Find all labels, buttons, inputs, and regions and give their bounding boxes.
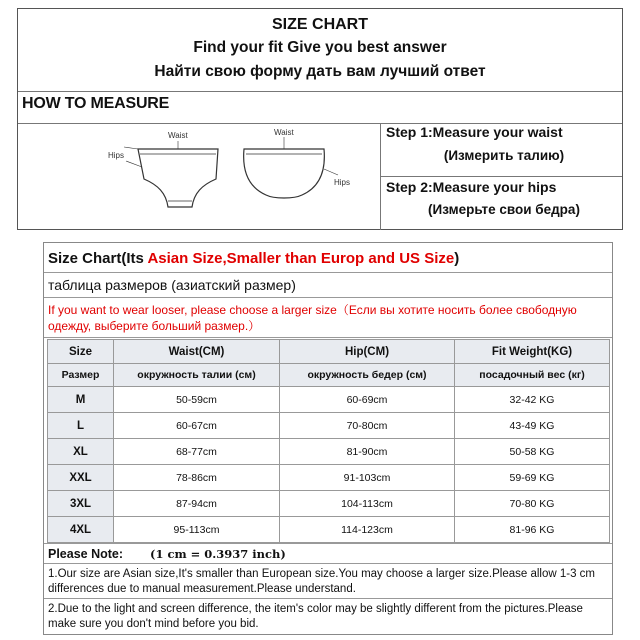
header-weight: Fit Weight(KG) <box>455 340 610 364</box>
weight-cell: 32-42 KG <box>455 387 610 413</box>
note1-row <box>44 565 612 599</box>
size-chart-box <box>43 242 613 635</box>
divider <box>18 91 622 92</box>
how-to-measure-title: HOW TO MEASURE <box>22 95 170 112</box>
chart-title-row <box>44 243 612 273</box>
header-size-ru: Размер <box>48 364 114 387</box>
hips-label-back: Hips <box>334 178 351 187</box>
step2-english: Step 2:Measure your hips <box>386 179 557 195</box>
subtitle-russian: Найти свою форму дать вам лучший ответ <box>154 63 486 80</box>
weight-cell: 50-58 KG <box>455 439 610 465</box>
hip-cell: 70-80cm <box>280 413 455 439</box>
note2-row <box>44 600 612 634</box>
header-hip: Hip(CM) <box>280 340 455 364</box>
table-header-row-russian <box>48 364 610 387</box>
waist-cell: 78-86cm <box>114 465 280 491</box>
waist-label-front: Waist <box>168 131 188 140</box>
table-row <box>48 387 610 413</box>
hip-cell: 114-123cm <box>280 517 455 543</box>
underwear-measure-diagram <box>98 127 358 227</box>
weight-cell: 43-49 KG <box>455 413 610 439</box>
waist-cell: 68-77cm <box>114 439 280 465</box>
note2-text: 2.Due to the light and screen difference, the item's color may be slightly different from the pictures.Please make sure you don't mind before you bid. <box>48 603 583 630</box>
step1-russian: (Измерить талию) <box>443 148 565 163</box>
step1-english: Step 1:Measure your waist <box>386 124 563 140</box>
looser-note-row <box>44 298 612 338</box>
chart-title <box>48 250 459 267</box>
chart-title-highlight: Asian Size,Smaller than Europ and US Size <box>147 250 455 267</box>
chart-subtitle-row <box>44 273 612 298</box>
weight-cell: 81-96 KG <box>455 517 610 543</box>
header <box>18 9 622 89</box>
weight-cell: 59-69 KG <box>455 465 610 491</box>
hip-cell: 91-103cm <box>280 465 455 491</box>
size-cell: L <box>48 413 114 439</box>
waist-cell: 95-113cm <box>114 517 280 543</box>
briefs-back-icon <box>244 137 338 198</box>
step2-russian: (Измерьте свои бедра) <box>428 202 580 217</box>
header-hip-ru: окружность бедер (см) <box>280 364 455 387</box>
table-row <box>48 413 610 439</box>
header-waist-ru: окружность талии (см) <box>114 364 280 387</box>
waist-cell: 50-59cm <box>114 387 280 413</box>
chart-title-prefix: Size Chart(Its <box>48 250 148 267</box>
please-note-row <box>44 543 612 564</box>
briefs-front-icon <box>124 141 218 207</box>
size-cell: XXL <box>48 465 114 491</box>
subtitle-english: Find your fit Give you best answer <box>193 39 447 56</box>
divider <box>380 176 622 177</box>
hips-label-front: Hips <box>108 151 125 160</box>
size-cell: 4XL <box>48 517 114 543</box>
note1-text: 1.Our size are Asian size,It's smaller than European size.You may choose a larger size.Please allow 1-3 cm differences due to manual measurement.Please understand. <box>48 568 596 595</box>
hip-cell: 60-69cm <box>280 387 455 413</box>
size-cell: 3XL <box>48 491 114 517</box>
table-row <box>48 465 610 491</box>
hip-cell: 104-113cm <box>280 491 455 517</box>
header-weight-ru: посадочный вес (кг) <box>455 364 610 387</box>
waist-label-back: Waist <box>274 128 294 137</box>
waist-cell: 87-94cm <box>114 491 280 517</box>
table-header-row <box>48 340 610 364</box>
chart-title-suffix: ) <box>454 250 460 267</box>
header-size: Size <box>48 340 114 364</box>
header-waist: Waist(CM) <box>114 340 280 364</box>
unit-conversion: (1 cm = 0.3937 inch) <box>150 547 286 561</box>
size-table <box>47 339 610 543</box>
looser-note: If you want to wear looser, please choose a larger size（Если вы хотите носить более свободную одежду, выберите больший размер.） <box>48 303 577 333</box>
size-chart-heading: SIZE CHART <box>272 16 368 33</box>
size-chart-intro-box <box>17 8 623 230</box>
size-cell: M <box>48 387 114 413</box>
table-row <box>48 491 610 517</box>
please-note-label: Please Note: <box>48 547 124 561</box>
weight-cell: 70-80 KG <box>455 491 610 517</box>
table-row <box>48 517 610 543</box>
hip-cell: 81-90cm <box>280 439 455 465</box>
table-row <box>48 439 610 465</box>
waist-cell: 60-67cm <box>114 413 280 439</box>
size-cell: XL <box>48 439 114 465</box>
chart-subtitle-russian: таблица размеров (азиатский размер) <box>48 277 296 293</box>
